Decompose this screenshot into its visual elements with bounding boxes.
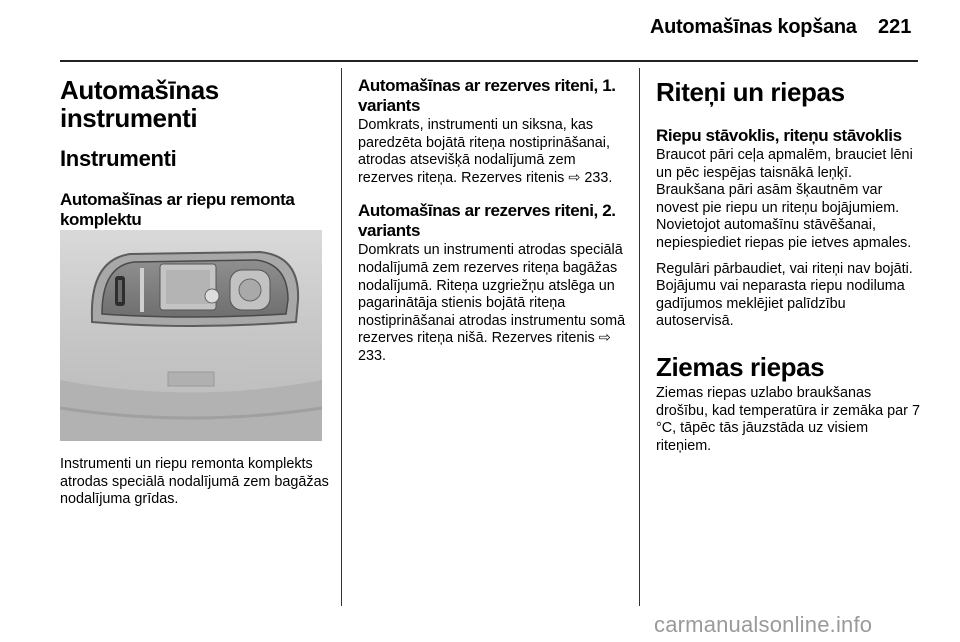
subheading-instrumenti: Instrumenti: [60, 146, 177, 171]
section-heading-wheels-tyres: Riteņi un riepas: [656, 77, 845, 107]
heading-spare-wheel-variant-1: Automašīnas ar rezerves riteni, 1. variants: [358, 76, 616, 115]
text-tyre-condition-2: Regulāri pārbaudiet, vai riteņi nav bojāti. Bojājumu vai neparasta riepu nodiluma gadījumos meklējiet palīdzību autoservisā.: [656, 260, 913, 330]
text-spare-wheel-variant-1: Domkrats, instrumenti un siksna, kas paredzēta bojātā riteņa nostiprināšanai, atrodas atsevišķā nodalījumā zem rezerves riteņa. Rezerves ritenis ⇨ 233.: [358, 117, 613, 186]
heading-tyre-condition: Riepu stāvoklis, riteņu stāvoklis: [656, 126, 902, 145]
image-caption-block: [60, 456, 332, 509]
image-caption: Instrumenti un riepu remonta komplekts atrodas speciālā nodalījumā zem bagāžas nodalījuma grīdas.: [60, 456, 329, 508]
column-divider-1: [341, 68, 342, 606]
column-3: [656, 70, 920, 455]
header-rule: [60, 60, 918, 62]
watermark: carmanualsonline.info: [654, 612, 873, 637]
column-1: [60, 70, 328, 230]
section-heading-tools: Automašīnas instrumenti: [60, 75, 219, 133]
page-number: 221: [878, 16, 912, 38]
text-winter-tyres: Ziemas riepas uzlabo braukšanas drošību, kad temperatūra ir zemāka par 7 °C, tāpēc tās jāuzstāda uz visiem riteņiem.: [656, 384, 920, 454]
heading-repair-kit: Automašīnas ar riepu remonta komplektu: [60, 190, 295, 229]
column-2: [358, 70, 628, 366]
text-tyre-condition-1: Braucot pāri ceļa apmalēm, brauciet lēni un pēc iespējas taisnākā leņķī. Braukšana pāri asām šķautnēm var novest pie riepu un riteņu bojājumiem. Novietojot automašīnu stāvēšanai, nepiespiediet riepas pie ietves apmales.: [656, 147, 913, 251]
heading-spare-wheel-variant-2: Automašīnas ar rezerves riteni, 2. variants: [358, 201, 616, 241]
column-divider-2: [639, 68, 640, 606]
section-heading-winter-tyres: Ziemas riepas: [656, 351, 825, 382]
trunk-compartment-image: [60, 230, 322, 441]
text-spare-wheel-variant-2: Domkrats un instrumenti atrodas speciālā nodalījumā zem rezerves riteņa bagāžas nodalījumā. Riteņa uzgriežņu atslēga un pagarinātāja stienis bojātā riteņa nostiprināšanai atrodas instrumentu somā rezerves riteņa nišā. Rezerves ritenis ⇨ 233.: [358, 242, 626, 364]
header-title: Automašīnas kopšana: [650, 16, 857, 38]
